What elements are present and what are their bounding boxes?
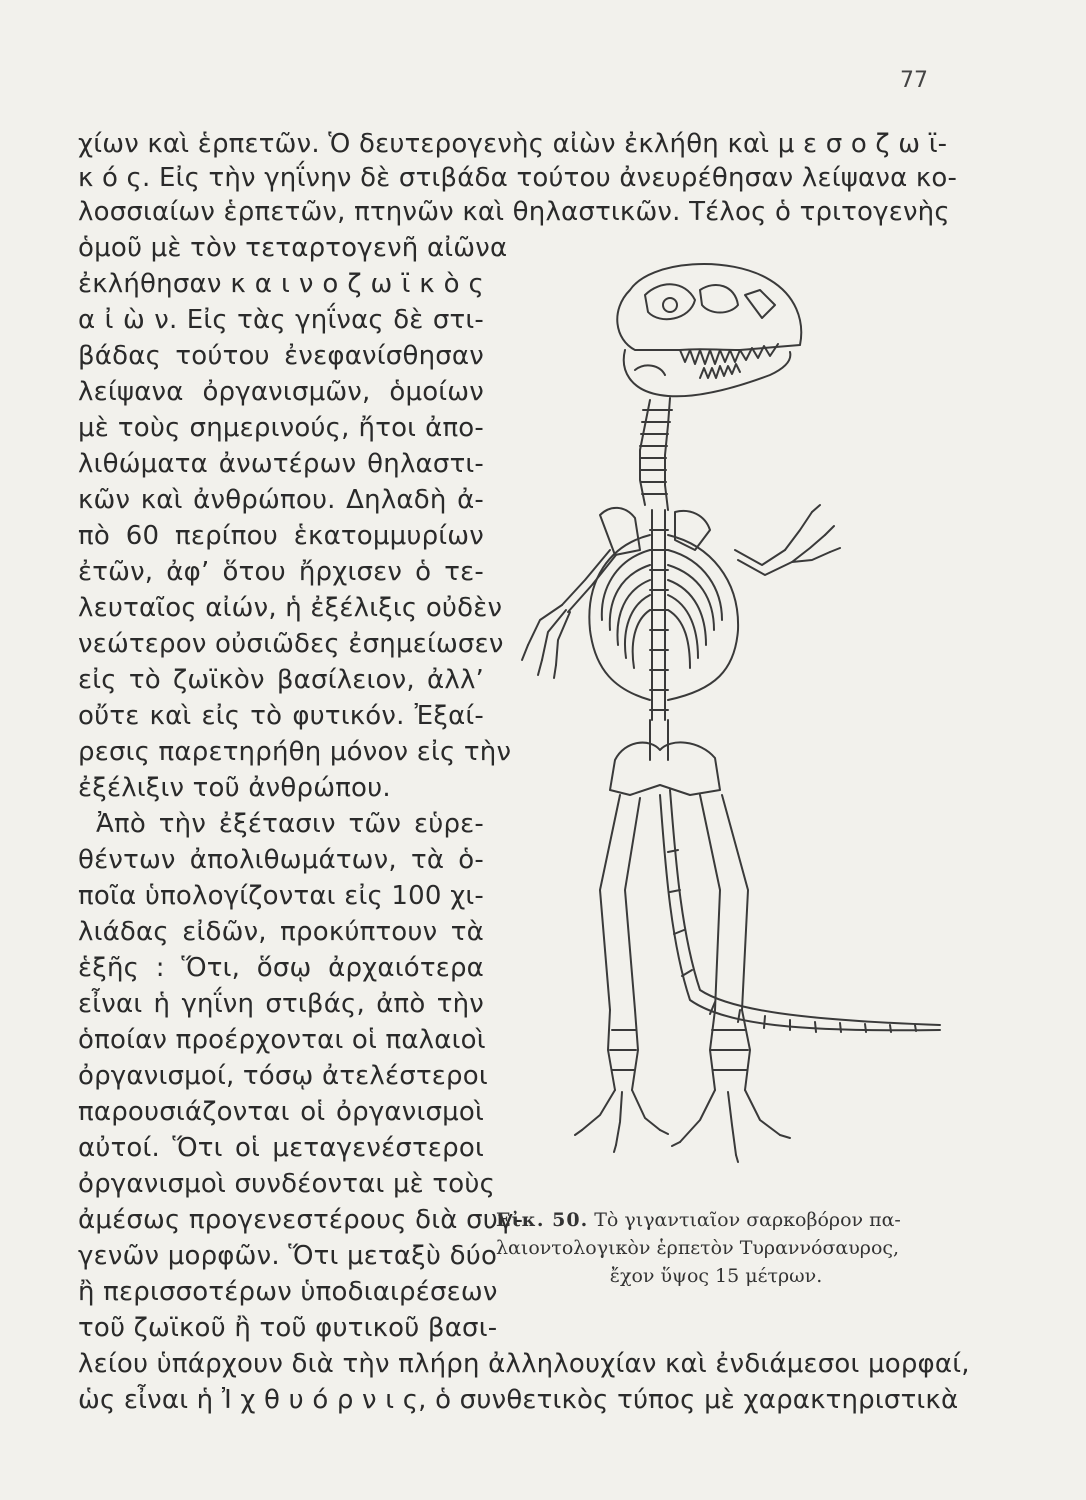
- text-line: γενῶν μορφῶν. Ὅτι μεταξὺ δύο: [78, 1241, 498, 1271]
- caption-line: ἔχον ὕψος 15 μέτρων.: [609, 1265, 823, 1287]
- text-line: λιθώματα ἀνωτέρων θηλαστι-: [78, 449, 484, 479]
- caption-line: λαιοντολογικὸν ἑρπετὸν Τυραννόσαυρος,: [496, 1237, 900, 1259]
- text-line: Ἀπὸ τὴν ἐξέτασιν τῶν εὑρε-: [96, 809, 484, 839]
- text-line: ὁμοῦ μὲ τὸν τεταρτογενῆ αἰῶνα: [78, 233, 508, 263]
- text-line: ὁποίαν προέρχονται οἱ παλαιοὶ: [78, 1025, 486, 1055]
- text-line: πὸ 60 περίπου ἑκατομμυρίων: [78, 521, 484, 551]
- text-line: ὀργανισμοί, τόσῳ ἀτελέστεροι: [78, 1061, 488, 1091]
- figure-caption: [496, 1206, 936, 1290]
- tyrannosaurus-skeleton-illustration: [500, 250, 950, 1190]
- text-line: εἰς τὸ ζωϊκὸν βασίλειον, ἀλλ’: [78, 665, 484, 695]
- text-line: ἑξῆς : Ὅτι, ὅσῳ ἀρχαιότερα: [78, 953, 484, 983]
- text-line: ὀργανισμοὶ συνδέονται μὲ τοὺς: [78, 1169, 496, 1199]
- text-line: θέντων ἀπολιθωμάτων, τὰ ὁ-: [78, 845, 484, 875]
- text-line: ἐτῶν, ἀφ’ ὅτου ἤρχισεν ὁ τε-: [78, 557, 484, 587]
- text-line: κῶν καὶ ἀνθρώπου. Δηλαδὴ ἀ-: [78, 485, 484, 515]
- text-line: ἐξέλιξιν τοῦ ἀνθρώπου.: [78, 773, 391, 803]
- text-line: λείου ὑπάρχουν διὰ τὴν πλήρη ἀλληλουχίαν καὶ ἐνδιάμεσοι μορφαί,: [78, 1349, 970, 1379]
- text-line: λείψανα ὀργανισμῶν, ὁμοίων: [78, 377, 484, 407]
- text-line: οὔτε καὶ εἰς τὸ φυτικόν. Ἐξαί-: [78, 701, 484, 731]
- text-line: ποῖα ὑπολογίζονται εἰς 100 χι-: [78, 881, 484, 911]
- caption-label: Εἰκ. 50.: [496, 1209, 589, 1231]
- text-line: μὲ τοὺς σημερινούς, ἤτοι ἀπο-: [78, 413, 484, 443]
- text-line: ἢ περισσοτέρων ὑποδιαιρέσεων: [78, 1277, 498, 1307]
- text-line: ἀμέσως προγενεστέρους διὰ συγ-: [78, 1205, 524, 1235]
- text-line: ρεσις παρετηρήθη μόνον εἰς τὴν: [78, 737, 512, 767]
- text-line: χίων καὶ ἑρπετῶν. Ὁ δευτερογενὴς αἰὼν ἐκλήθη καὶ μ ε σ ο ζ ω ϊ-: [78, 129, 948, 159]
- text-line: λιάδας εἰδῶν, προκύπτουν τὰ: [78, 917, 484, 947]
- text-line: εἶναι ἡ γηΐνη στιβάς, ἀπὸ τὴν: [78, 989, 484, 1019]
- text-line: λοσσιαίων ἑρπετῶν, πτηνῶν καὶ θηλαστικῶν. Τέλος ὁ τριτογενὴς: [78, 197, 950, 227]
- text-line: ὡς εἶναι ἡ Ἰ χ θ υ ό ρ ν ι ς, ὁ συνθετικὸς τύπος μὲ χαρακτηριστικὰ: [78, 1385, 959, 1415]
- text-line: κ ό ς. Εἰς τὴν γηΐνην δὲ στιβάδα τούτου ἀνευρέθησαν λείψανα κο-: [78, 163, 958, 193]
- text-line: λευταῖος αἰών, ἡ ἐξέλιξις οὐδὲν: [78, 593, 503, 623]
- text-line: αὐτοί. Ὅτι οἱ μεταγενέστεροι: [78, 1133, 484, 1163]
- text-line: βάδας τούτου ἐνεφανίσθησαν: [78, 341, 484, 371]
- caption-line: Τὸ γιγαντιαῖον σαρκοβόρον πα-: [594, 1209, 901, 1231]
- text-line: ἐκλήθησαν κ α ι ν ο ζ ω ϊ κ ὸ ς: [78, 269, 484, 299]
- text-line: νεώτερον οὐσιῶδες ἐσημείωσεν: [78, 629, 504, 659]
- text-line: α ἰ ὼ ν. Εἰς τὰς γηΐνας δὲ στι-: [78, 305, 484, 335]
- text-line: τοῦ ζωϊκοῦ ἢ τοῦ φυτικοῦ βασι-: [78, 1313, 498, 1343]
- text-line: παρουσιάζονται οἱ ὀργανισμοὶ: [78, 1097, 484, 1127]
- page-number: 77: [900, 68, 928, 93]
